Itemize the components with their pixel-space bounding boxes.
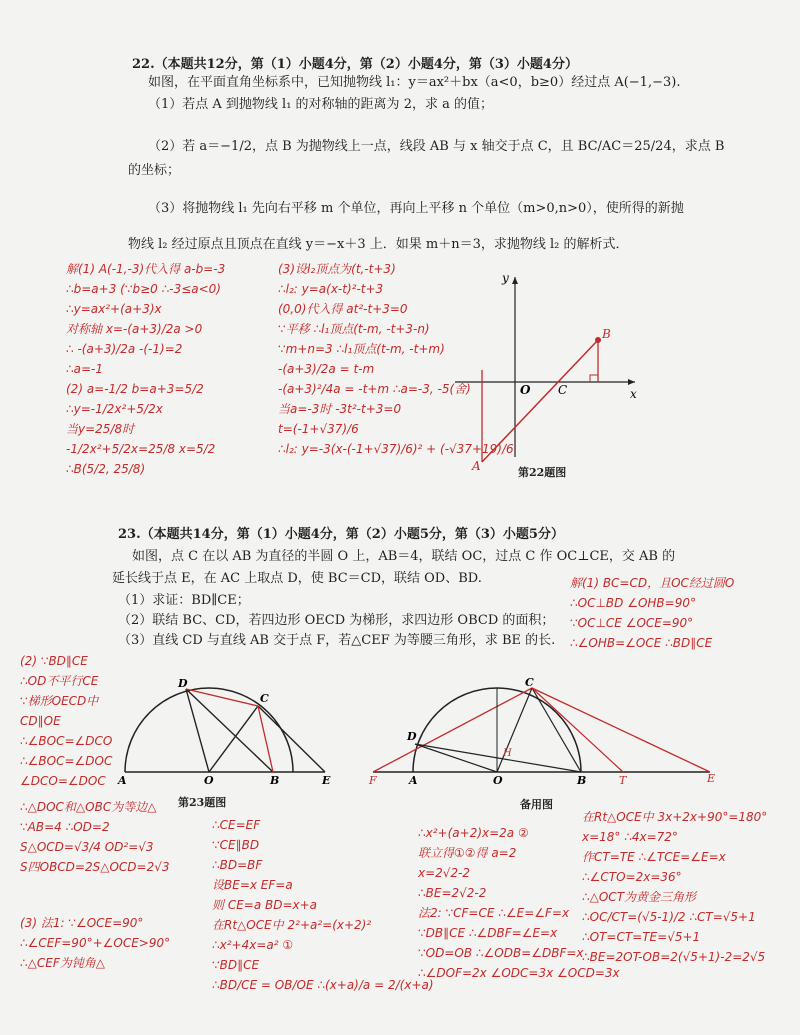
- hw-line: (2) a=-1/2 b=a+3=5/2: [66, 382, 204, 396]
- hw-line: ∴B(5/2, 25/8): [66, 462, 146, 476]
- q22-handwritten-solution-left: [66, 262, 225, 482]
- x-axis-arrow-icon: [628, 379, 635, 385]
- hw-line: S四OBCD=2S△OCD=2√3: [20, 860, 170, 874]
- hw-line: ∴a=-1: [66, 362, 104, 376]
- hw-line: 设BE=x EF=a: [212, 878, 293, 892]
- hw-line: ∴y=ax²+(a+3)x: [66, 302, 162, 316]
- label-c: C: [558, 383, 568, 397]
- label-y: y: [502, 271, 509, 285]
- label-o: O: [204, 774, 214, 787]
- hw-line: 当y=25/8时: [66, 422, 135, 436]
- label-a: A: [472, 459, 481, 473]
- hw-line: 解(1) BC=CD，且OC经过圆O: [570, 576, 735, 590]
- right-angle-mark: [590, 375, 598, 382]
- segment-ce: [258, 706, 325, 772]
- q23-figure-main: [110, 677, 350, 790]
- hw-line: ∴BD/CE = OB/OE ∴(x+a)/a = 2/(x+a): [212, 978, 434, 992]
- hw-line: -(a+3)/2a = t-m: [278, 362, 375, 376]
- segment-co: [497, 688, 532, 772]
- hw-line: ∴△DOC和△OBC为等边△: [20, 800, 157, 814]
- hw-line: ∵梯形OECD中: [20, 694, 99, 708]
- q22-part3a: （3）将抛物线 l₁ 先向右平移 m 个单位，再向上平移 n 个单位（m>0,n>0），使所得的新抛: [148, 201, 684, 216]
- hw-line: (2) ∵BD∥CE: [20, 654, 88, 668]
- hw-line: ∵BD∥CE: [212, 958, 260, 972]
- hw-line: ∴x²+4x=a² ①: [212, 938, 294, 952]
- hw-line: 在Rt△OCE中 2²+a²=(x+2)²: [212, 918, 372, 932]
- hw-line: 解(1) A(-1,-3)代入得 a-b=-3: [66, 262, 226, 276]
- hw-line: 法2: ∵CF=CE ∴∠E=∠F=x: [418, 906, 570, 920]
- hw-line: 当a=-3时 -3t²-t+3=0: [278, 402, 402, 416]
- hw-line: ∴OC/CT=(√5-1)/2 ∴CT=√5+1: [582, 910, 756, 924]
- label-h: H: [503, 748, 512, 759]
- label-d: D: [407, 730, 417, 743]
- q22-figure: [440, 272, 640, 472]
- hw-line: 对称轴 x=-(a+3)/2a >0: [66, 322, 203, 336]
- hw-line: ∴OT=CT=TE=√5+1: [582, 930, 701, 944]
- hw-line: S△OCD=√3/4 OD²=√3: [20, 840, 154, 854]
- hw-line: ∵m+n=3 ∴l₁顶点(t-m, -t+m): [278, 342, 445, 356]
- hw-line: ∴△CEF为钝角△: [20, 956, 105, 970]
- q23-part2: （2）联结 BC、CD，若四边形 OECD 为梯形，求四边形 OBCD 的面积；: [118, 613, 555, 628]
- q23-handwritten-part1: [570, 576, 734, 656]
- hw-line: 在Rt△OCE中 3x+2x+90°=180°: [582, 810, 768, 824]
- hw-line: ∵CE∥BD: [212, 838, 260, 852]
- hw-line: ∴OC⊥BD ∠OHB=90°: [570, 596, 696, 610]
- label-x: x: [630, 387, 637, 401]
- hw-line: ∴ -(a+3)/2a -(-1)=2: [66, 342, 183, 356]
- label-o: O: [493, 774, 503, 787]
- hw-line: x=18° ∴4x=72°: [582, 830, 678, 844]
- hw-line: ∴∠OHB=∠OCE ∴BD∥CE: [570, 636, 713, 650]
- hw-line: 联立得①②得 a=2: [418, 846, 517, 860]
- hw-line: ∵OD=OB ∴∠ODB=∠DBF=x: [418, 946, 584, 960]
- hw-line: (0,0)代入得 at²-t+3=0: [278, 302, 408, 316]
- q23-handwritten-part3-method1: [212, 818, 434, 998]
- label-c: C: [525, 676, 534, 689]
- q23-stem1: 如图，点 C 在以 AB 为直径的半圆 O 上，AB＝4，联结 OC，过点 C 作 OC⊥CE，交 AB 的: [132, 549, 676, 564]
- label-b: B: [270, 774, 280, 787]
- segment-ce: [532, 688, 710, 772]
- hw-line: ∴∠DOF=2x ∠ODC=3x ∠OCD=3x: [418, 966, 620, 980]
- q22-part1: （1）若点 A 到抛物线 l₁ 的对称轴的距离为 2，求 a 的值；: [148, 97, 493, 112]
- hw-line: ∴BD=BF: [212, 858, 263, 872]
- q22-header: 22.（本题共12分，第（1）小题4分，第（2）小题4分，第（3）小题4分）: [132, 57, 578, 72]
- label-o: O: [520, 383, 531, 397]
- segment-oc: [209, 706, 258, 772]
- hw-line: ∴∠CTO=2x=36°: [582, 870, 682, 884]
- label-t: T: [619, 774, 627, 787]
- hw-line: (3)设l₂顶点为(t,-t+3): [278, 262, 396, 276]
- label-f: F: [369, 774, 377, 787]
- q23-figure-spare: [365, 678, 725, 788]
- q22-part2a: （2）若 a＝−1/2，点 B 为抛物线上一点，线段 AB 与 x 轴交于点 C，且 BC/AC＝25/24，求点 B: [148, 139, 725, 154]
- hw-line: ∴l₂: y=-3(x-(-1+√37)/6)² + (-√37+19)/6: [278, 442, 514, 456]
- hw-line: ∵OC⊥CE ∠OCE=90°: [570, 616, 694, 630]
- label-a: A: [118, 774, 127, 787]
- hw-line: 则 CE=a BD=x+a: [212, 898, 318, 912]
- segment-ct: [532, 688, 623, 772]
- q23-header: 23.（本题共14分，第（1）小题4分，第（2）小题5分，第（3）小题5分）: [118, 527, 564, 542]
- label-b: B: [602, 327, 611, 341]
- label-c: C: [260, 692, 269, 705]
- q23-part3: （3）直线 CD 与直线 AB 交于点 F，若△CEF 为等腰三角形，求 BE 的长.: [118, 633, 556, 648]
- hw-line: ∴BE=2OT-OB=2(√5+1)-2=2√5: [582, 950, 766, 964]
- hw-line: -1/2x²+5/2x=25/8 x=5/2: [66, 442, 216, 456]
- point-b: [595, 337, 601, 343]
- hw-line: ∵平移 ∴l₁顶点(t-m, -t+3-n): [278, 322, 430, 336]
- segment-db: [415, 744, 581, 772]
- q23-part1: （1）求证：BD∥CE；: [118, 593, 250, 608]
- hw-line: ∴OD不平行CE: [20, 674, 99, 688]
- hw-line: ∴b=a+3 (∵b≥0 ∴-3≤a<0): [66, 282, 221, 296]
- hw-line: ∵DB∥CE ∴∠DBF=∠E=x: [418, 926, 558, 940]
- label-e: E: [322, 774, 331, 787]
- hw-line: ∠DCO=∠DOC: [20, 774, 106, 788]
- hw-line: 作CT=TE ∴∠TCE=∠E=x: [582, 850, 726, 864]
- segment-od: [186, 689, 209, 772]
- q22-stem: 如图，在平面直角坐标系中，已知抛物线 l₁：y＝ax²＋bx（a<0，b≥0）经过点 A(−1,−3).: [148, 75, 681, 90]
- label-b: B: [577, 774, 587, 787]
- hw-line: ∴y=-1/2x²+5/2x: [66, 402, 163, 416]
- hw-line: ∴△OCT为黄金三角形: [582, 890, 697, 904]
- hw-line: ∴CE=EF: [212, 818, 261, 832]
- hw-line: ∴l₂: y=a(x-t)²-t+3: [278, 282, 384, 296]
- label-a: A: [409, 774, 418, 787]
- segment-do: [415, 744, 497, 772]
- q23-figure-spare-caption: 备用图: [520, 798, 553, 811]
- segment-ab: [482, 340, 598, 462]
- hw-line: (3) 法1: ∵∠OCE=90°: [20, 916, 144, 930]
- label-e: E: [707, 772, 716, 785]
- hw-line: ∴∠BOC=∠DOC: [20, 754, 113, 768]
- q22-figure-caption: 第22题图: [518, 466, 567, 479]
- y-axis-arrow-icon: [512, 277, 518, 284]
- hw-line: CD∥OE: [20, 714, 61, 728]
- q23-stem2: 延长线于点 E，在 AC 上取点 D，使 BC＝CD，联结 OD、BD.: [112, 571, 482, 586]
- q23-handwritten-part2: [20, 654, 112, 794]
- hw-line: ∵AB=4 ∴OD=2: [20, 820, 110, 834]
- q23-handwritten-part3-right: [582, 810, 767, 970]
- hw-line: t=(-1+√37)/6: [278, 422, 359, 436]
- hw-line: -(a+3)²/4a = -t+m ∴a=-3, -5(舍): [278, 382, 471, 396]
- label-d: D: [178, 677, 188, 690]
- q23-figure-main-caption: 第23题图: [178, 796, 227, 809]
- hw-line: ∴BE=2√2-2: [418, 886, 487, 900]
- segment-cb: [532, 688, 581, 772]
- q22-part3b: 物线 l₂ 经过原点且顶点在直线 y＝−x＋3 上．如果 m＋n＝3，求抛物线 l₂ 的解析式．: [128, 237, 629, 252]
- q23-handwritten-part3a: [20, 916, 170, 976]
- hw-line: ∴∠BOC=∠DCO: [20, 734, 113, 748]
- q22-part2b: 的坐标；: [128, 163, 181, 178]
- q23-handwritten-part2-cont: [20, 800, 170, 880]
- hw-line: ∴x²+(a+2)x=2a ②: [418, 826, 529, 840]
- hw-line: ∴∠CEF=90°+∠OCE>90°: [20, 936, 171, 950]
- hw-line: x=2√2-2: [418, 866, 471, 880]
